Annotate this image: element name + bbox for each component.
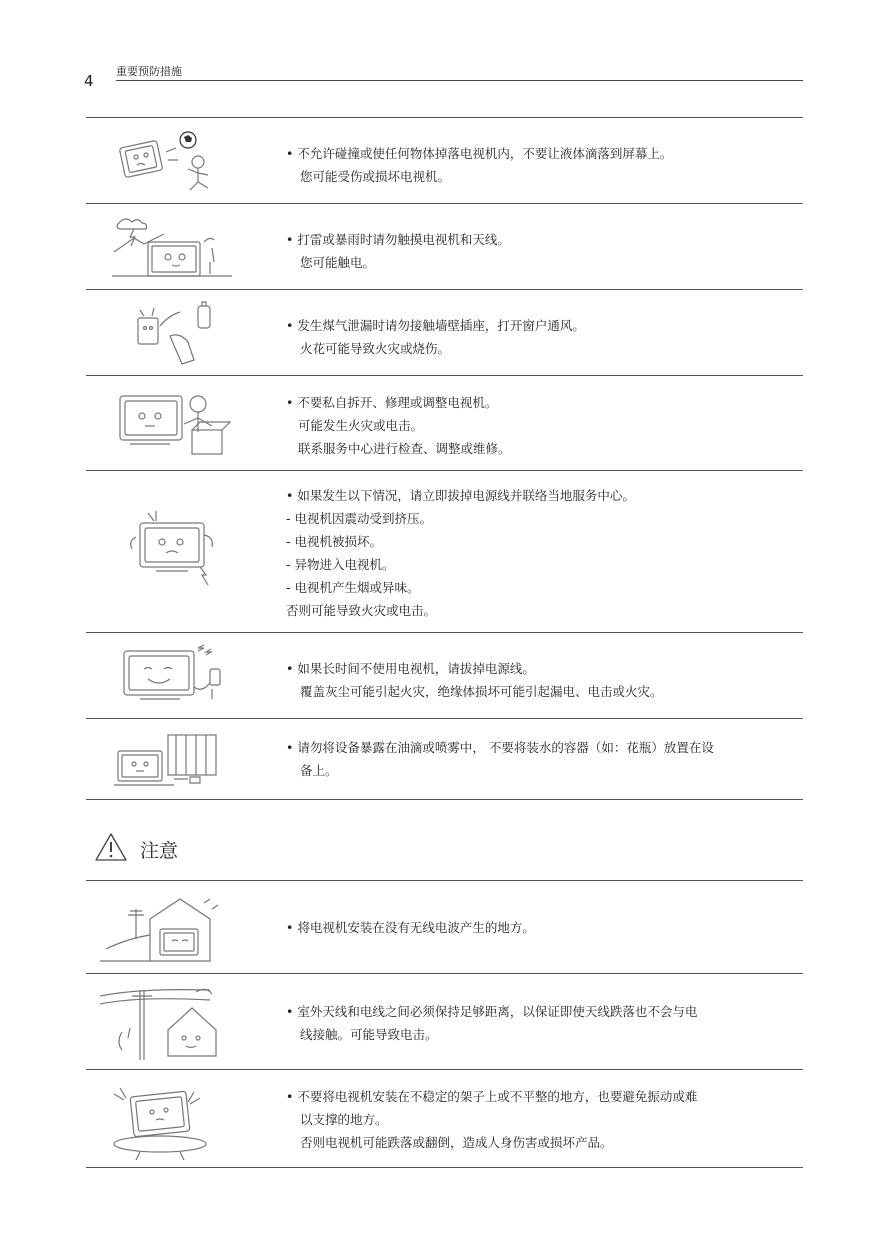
power-line-antenna-illustration-icon (100, 982, 260, 1062)
warning-text: • 如果长时间不使用电视机，请拔掉电源线。 (286, 661, 535, 676)
caution-row (86, 880, 803, 974)
disassemble-tv-illustration-icon (100, 386, 260, 460)
warning-row (86, 203, 803, 290)
warning-text: - 电视机被损坏。 (286, 534, 382, 549)
section-title: 重要预防措施 (116, 65, 182, 78)
caution-text: 否则电视机可能跌落或翻倒，造成人身伤害或损坏产品。 (300, 1135, 613, 1150)
warning-row (86, 375, 803, 471)
warning-text: 备上。 (300, 763, 338, 778)
warning-text: 您可能触电。 (300, 255, 376, 270)
warning-text: - 电视机因震动受到挤压。 (286, 511, 432, 526)
warning-text: • 打雷或暴雨时请勿触摸电视机和天线。 (286, 232, 510, 247)
warning-text: 覆盖灰尘可能引起火灾，绝缘体损坏可能引起漏电、电击或火灾。 (300, 684, 663, 699)
damaged-tv-illustration-icon (100, 509, 260, 585)
caution-text: 线接触。可能导致电击。 (300, 1027, 438, 1042)
caution-text: • 室外天线和电线之间必须保持足够距离，以保证即使天线跌落也不会与电 (286, 1004, 698, 1019)
caution-label: 注意 (140, 840, 179, 862)
header-divider (116, 80, 803, 81)
caution-row (86, 1069, 803, 1168)
warning-text: 您可能受伤或损坏电视机。 (300, 169, 451, 184)
caution-row (86, 973, 803, 1070)
warning-row (86, 289, 803, 376)
warning-text: 否则可能导致火灾或电击。 (286, 603, 437, 618)
page-number: 4 (84, 72, 94, 90)
caution-text: 以支撑的地方。 (300, 1112, 388, 1127)
oil-steam-tv-illustration-icon (100, 731, 260, 791)
unplug-sleeping-tv-illustration-icon (100, 643, 260, 709)
ball-hitting-tv-illustration-icon (100, 126, 260, 196)
warning-text: • 发生煤气泄漏时请勿接触墙壁插座，打开窗户通风。 (286, 318, 585, 333)
warning-row (86, 117, 803, 204)
warning-text: • 如果发生以下情况，请立即拔掉电源线并联络当地服务中心。 (286, 488, 635, 503)
warning-row (86, 632, 803, 719)
warning-text: • 不要私自拆开、修理或调整电视机。 (286, 395, 498, 410)
warning-text: - 电视机产生烟或异味。 (286, 580, 420, 595)
unstable-stand-tv-illustration-icon (100, 1080, 260, 1160)
warning-row (86, 470, 803, 633)
warning-text: • 请勿将设备暴露在油滴或喷雾中， 不要将装水的容器（如：花瓶）放置在设 (286, 740, 714, 755)
warning-text: 可能发生火灾或电击。 (298, 418, 424, 433)
warning-text: • 不允许碰撞或使任何物体掉落电视机内，不要让液体滴落到屏幕上。 (286, 146, 673, 161)
warning-triangle-icon (94, 832, 128, 862)
caution-text: • 将电视机安装在没有无线电波产生的地方。 (286, 920, 535, 935)
warning-row (86, 718, 803, 800)
caution-text: • 不要将电视机安装在不稳定的架子上或不平整的地方，也要避免振动或难 (286, 1089, 698, 1104)
warning-text: - 异物进入电视机。 (286, 557, 395, 572)
warning-text: 火花可能导致火灾或烧伤。 (300, 341, 451, 356)
lightning-storm-tv-illustration-icon (100, 212, 260, 282)
warning-text: 联系服务中心进行检查、调整或维修。 (298, 441, 511, 456)
house-antenna-tv-illustration-icon (100, 889, 260, 965)
gas-leak-plug-illustration-icon (100, 296, 260, 368)
